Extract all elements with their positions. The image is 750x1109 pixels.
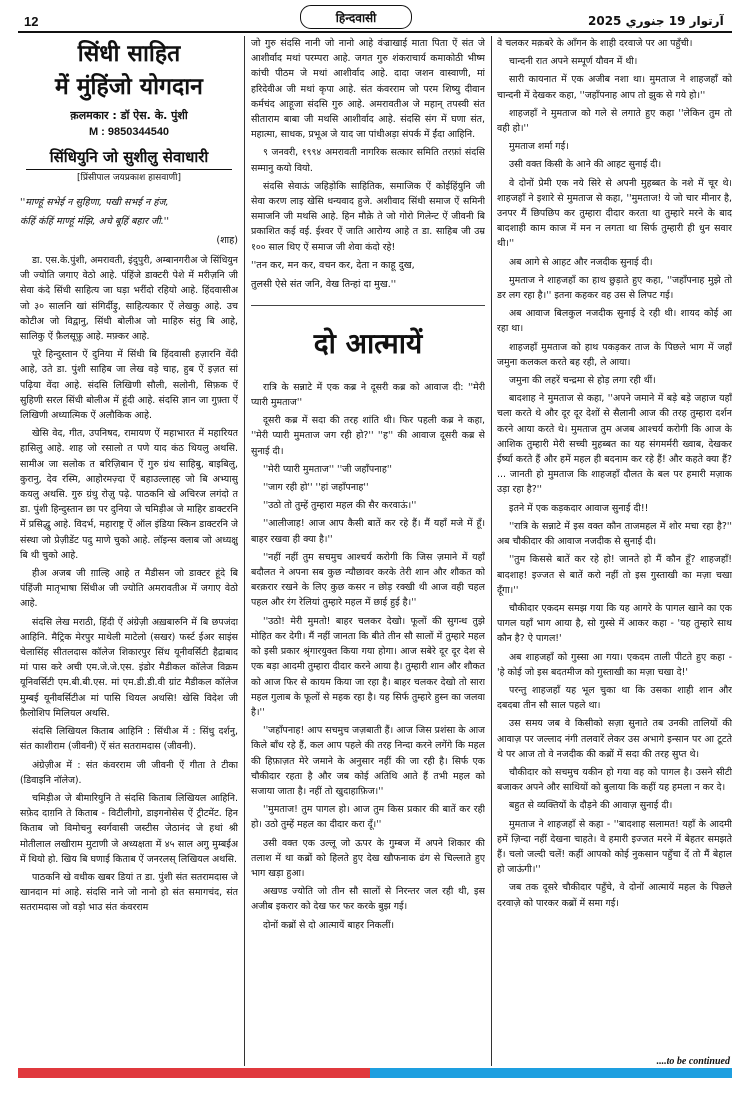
- paragraph: शाहजहाँ ने मुमताज को गले से लगाते हुए कहा ''लेकिन तुम तो वही हो।'': [497, 107, 732, 135]
- article-1-subtitle-note: [प्रिंसीपाल जयप्रकाश हासवाणी]: [77, 173, 181, 183]
- paragraph: चान्दनी रात अपने सम्पूर्ण यौवन में थी।: [509, 56, 638, 68]
- column-divider: [491, 36, 492, 1066]
- paragraph: पाठकनि खे वधीक खबर डियां त डा. पुंशी संत सतरामदास जे खानदान मां आहे. संदसि नाने जो नानो हो संत समागचंद, संत सतरामदास जो वड़ो भाउ संत कंवरराम: [20, 871, 238, 914]
- paragraph: वे चलकर मक़बरे के आँगन के शाही दरवाजे पर आ पहुँची।: [497, 38, 693, 49]
- paragraph: ''मेरी प्यारी मुमताज'' ''जी जहाँपनाह'': [263, 463, 392, 475]
- paragraph: सारी कायनात में एक अजीब नशा था। मुमताज ने शाहजहाँ को चान्दनी में देखकर कहा, ''जहाँपनाह आप तो झुक से गये हो।'': [497, 74, 732, 101]
- paragraph: बादशाह ने मुमताज से कहा, ''अपने जमाने में बड़े बड़े जहाज यहाँ चला करते थे और दूर दूर देशों से सैलानी आज की तरह तुम्हारा दर्शन करने आया करते थे। मुमताज तुम अजब आश्चर्य करोगी कि आज के आशिक तुम्हारी मेरी सच्ची मुहब्बत का यह संगमर्मरी ख्वाब, देखकर ईर्ष्या करते हैं और हमें महल ही बदनाम कर रहे हैं! और कहते क्या हैं? ... जानती हो मुमताज कि शाहजहाँ दौलत के बल पर हमारी मज़ाक उड़ा रहा है?'': [497, 393, 732, 496]
- article-1-title-line-1: सिंधी साहित: [77, 41, 181, 67]
- paragraph: मुमताज ने शाहजहाँ से कहा - ''बादशाह सलामत! यहाँ के आदमी हमें ज़िन्दा नहीं देखना चाहते। वे हमारी इज्जत मरने में बेहतर समझते हैं। चलो जल्दी चलें! कहीं आपको कोई नुकसान पहुँचा दें तो मैं बेहाल हो जाऊंगी।'': [497, 818, 732, 876]
- paragraph: उस समय जब वे किसीको सज़ा सुनाते तब उनकी तालियों की आवाज़ पर जल्लाद नंगी तलवारें लेकर उस अभागे इन्सान पर आ टूटते थे पर आज तो वे नजदीक की कब्रों में सदा की तरह सुप्त थे।: [497, 718, 732, 760]
- closing-quote-line-2: तुलसी ऐसे संत जनि, वेख तिन्हां दा मुख.'': [251, 278, 397, 290]
- paragraph: ''आलीजाह! आज आप कैसी बातें कर रहे हैं। मैं यहाँ मजे में हूँ। बाहर रखवा ही क्या है।'': [251, 518, 485, 545]
- paragraph: ''जाग रही हो'' ''हां जहाँपनाह'': [263, 482, 369, 494]
- paragraph: अब आवाज बिलकुल नजदीक सुनाई दे रही थी। शायद कोई आ रहा था।: [497, 308, 732, 335]
- column-2: [251, 36, 485, 1066]
- article-1-quote-line-1: ''माण्हूं सभेई न सुहिणा, पखी सभई न हंज,: [20, 197, 169, 208]
- issue-date: آرتوار 19 جنوري 2025: [588, 14, 724, 28]
- paragraph: संदसि लेख मराठी, हिंदी ऐं अंग्रेज़ी अख़बारुनि में बि छपजंदा आहिनि. मैट्रिक मेरपुर माथेली माटेलो (सखर) फर्स्ट ईअर साइंस चेलासिंह सीतलदास कॉलेज शिकारपुर सिंध यूनीवर्सिटी हैद्राबाद मां पास करे अची एम.जे.जे.एस. इंडोर मैडीकल कॉलेज विक्रम यूनिवर्सिटी एम.बी.बी.एस. मां एम.डी.डी.वी ग्रांट मैडीकल कॉलेज मुम्बई यूनीवर्सिटीअ मां पासि थियल अथसि! खेसि विदेश जी फ़ैलोशिप मिलियल अथसि.: [20, 616, 238, 719]
- paragraph: ''रात्रि के सन्नाटे में इस वक्त कौन ताजमहल में शोर मचा रहा है?'' अब चौकीदार की आवाज नजदीक से सुनाई दी।: [497, 520, 732, 548]
- closing-quote-line-1: ''तन कर, मन कर, वचन कर, देता न काहू दुख,: [251, 259, 415, 271]
- paragraph: अखण्ड ज्योति जो तीन सौ सालों से निरन्तर जल रही थी, इस अजीब इकरार को देख फर फर करके बुझ गई।: [251, 886, 485, 913]
- paragraph: इतने में एक कड़कदार आवाज सुनाई दी!!: [509, 502, 649, 514]
- article-1-title-line-2: में मुंहिंजो योगदान: [55, 74, 203, 100]
- paragraph: चमिड़ीअ जे बीमारियुनि ते संदसि किताब लिखियल आहिनि. सफ़ेद दाग़नि ते किताब - विटीलीगो, डाइगनोसेस ऐं ट्रीटमेंट. हिन किताब जो विमोचनु स्वर्गवासी जस्टीस जेठानंद जे हथां श्री मोतीलाल लखीराम मुटाणी जे अध्यक्षता में ४५ साल अगु मुम्बईअ में थियो हो. खिय बि घणाई किताब ऐं जनरलस् लिखियल अथसि.: [20, 792, 238, 865]
- paragraph: अंग्रेज़ीअ में : संत कंवरराम जी जीवनी ऐं गीता ते टीका (डिवाइनि नॉलेज).: [20, 759, 238, 786]
- paragraph: दूसरी कब्र में सदा की तरह शांति थी। फिर पहली कब्र ने कहा, ''मेरी प्यारी मुमताज जग रही हो?'' ''ह'' की आवाज दूसरी कब्र से सुनाई दी।: [251, 415, 485, 457]
- footer-color-bar: [18, 1056, 732, 1078]
- header-rule: [18, 31, 732, 33]
- paragraph: उसी वक्त किसी के आने की आहट सुनाई दी।: [509, 159, 662, 171]
- paragraph: अब आगे से आहट और नजदीक सुनाई दी।: [509, 256, 653, 268]
- paragraph: ९ जनवरी, १९९४ अमरावती नागरिक सत्कार समिति तरफ़ां संदसि सम्मानु कयो वियो.: [251, 147, 485, 174]
- paragraph: ''उठो! मेरी मुमतो! बाहर चलकर देखो। फूलों की सुगन्ध तुझे मोहित कर देगी। मैं नहीं जानता कि बीते तीन सौ सालों में तुम्हारे महल को इसी प्रकार श्रृंगारयुक्त किया गया होगा। आज सबेरे दूर दूर देश से एक बड़ा आदमी तुम्हारा दीदार करने आया है। तुम्हारी शान और शौकत को आज फिर से कायम किया जा रहा है। बाहर चलकर देखो तो सारा महल गुलाब के फूलों से महक रहा है। यह सिर्फ तुम्हारे हुस्न का जलवा है।'': [251, 615, 485, 718]
- paragraph: अब शाहजहाँ को गुस्सा आ गया। एकदम ताली पीटते हुए कहा - 'हे कोई जो इस बदतमीज को गुस्ताखी का मज़ा चखा दे!': [497, 651, 732, 678]
- paragraph: ''मुमताज! तुम पागल हो। आज तुम किस प्रकार की बातें कर रही हो। उठो तुम्हें महल का दीदार करा दूँ।'': [251, 804, 485, 831]
- footer-blue-band: [370, 1068, 732, 1078]
- paragraph: दोनों कब्रों से दो आत्मायें बाहर निकलीं।: [263, 919, 395, 931]
- paragraph: ''तुम किससे बातें कर रहे हो! जानते हो मैं कौन हूँ? शाहजहाँ! बादशाह! इज्जत से बातें करो नहीं तो इस गुस्ताखी का मज़ा चखा दूँगा।'': [497, 554, 732, 596]
- article-1-author: क़लमकार : डॉ ऐस. के. पुंशी: [70, 109, 188, 122]
- page-number: 12: [24, 14, 39, 29]
- paragraph: डा. एस.के.पुंशी, अमरावती, इंदुपुरी, अम्बानगरीअ जे सिंधियुन जी ज्योति जगाए वेठो आहे. पंहिंजे डाक्टरी पेशे में मरीज़नि जी सेवा कंदे सिंधी साहित्य जा घड़ा भरींदो रहियो आहे. हिंदवासीअ जो ३० सालनि खां संगिर्दीड़ु, साहित्यकार ऐं लेखकु आहे. उच कोटीअ जो विद्वानु, सिंधी बोलीअ जो माहिरु संतु बि आहे, सालिकु ऐं फ़ैलसूफ़ु आहे. मफ़्कर आहे.: [20, 255, 238, 343]
- article-1-quote-line-2: कंहिं कंहिं माण्हूं मंझि, अचे बूहिं बहार जी.'': [20, 216, 170, 227]
- paragraph: ''जहाँपनाह! आप सचमुच जज़बाती हैं। आज जिस प्रशंसा के आज किले बाँध रहे हैं, कल आप पहले की तरह निन्दा करने लगेंगे कि महल की हिफ़ाज़त मेरे जमाने के अनुसार नहीं की जा रही है। सिर्फ एक चौकीदार रहता है और जब कोई अतिथि आते हैं तभी महल को सजाया जाता है। नहीं तो खुदाहाफ़िज।'': [251, 725, 485, 797]
- paragraph: संदसि लिखियल किताब आहिनि : सिंधीअ में : सिंधु दर्शनु, संत काशीराम (जीवनी) ऐं संत सतरामदास (जीवनी).: [20, 726, 238, 753]
- paragraph: उसी वक्त एक उल्लू जो ऊपर के गुम्बज में अपने शिकार की तलाश में था कब्रों को हिलते हुए देख खौफनाक ढंग से चिल्लाते हुए भाग खड़ा हुआ।: [251, 837, 485, 879]
- paragraph: मुमताज ने शाहजहाँ का हाथ छुड़ाते हुए कहा, ''जहाँपनाह मुझे तो डर लग रहा है।'' इतना कहकर वह उस से लिपट गई।: [497, 274, 732, 302]
- footer-red-band: [18, 1068, 370, 1078]
- column-divider: [244, 36, 245, 1066]
- paragraph: संदसि सेवाऊं जहिड़ोकि साहितिक, समाजिक ऐं कोईहिंयुनि जी सेवा करण लाइ खेसि धन्यवाद हुजे. अशीवाद सिंधी समाज ऐं समिनी समाजनि जी मथसि आहे. हिन मौक़े ते जो गोरो गिलेन्ट ऐं जीवनी बि प्रकाशित कई वई. ईश्वर ऐं जाति आरोग्य आहे त डा. साहिब जी उम्र १०० साल थिए ऐं समाज जी शेवा कंदो रहे!: [251, 180, 485, 253]
- paragraph: जो गुरु संदसि नानी जो नानो आहे वंज्राखाई माता पिता ऐं संत जे आशीर्वाद मथां परम्परा आहे. जगत गुरु शंकराचार्य कमाकोठी भीष्म कांची पीठम जे मथां आशीर्वाद आहे. दादा जशन वास्वाणी, मां हरिदेवीअ जी मथां कृपा आहे. संत कंवरराम जो परम शिष्यु दीवान कर्मचंद आहूजा संदसि गुरु आहे. अमरावतीअ जे महान् तपस्वी संत सीताराम बाबा जी मथसि आशीर्वाद आहे. संदसि संग में घणा संत, महात्मा, साधक, प्रभूअ जे याद जा पांधीअड़ा संपर्क में ईंदा आहिनि.: [251, 38, 485, 141]
- paragraph: हीअ अजब जी ग़ाल्हि आहे त मैडीसन जो डाक्टर हूंदे बि पंहिंजी मातृभाषा सिंधीअ जी ज्योति अमरावतीअ में जगाए वेठो आहे.: [20, 568, 238, 610]
- paragraph: पूरे हिन्दुस्तान ऐं दुनिया में सिंधी बि हिंदवासी हज़ारनि वेंदी आहे, उते डा. पुंशी साहिब जा लेख वड़े चाह, हुब ऐं इज़त सां पढ़िया वेंदा आहे. संदसि लिखिणी सौली, सलोनी, सिफ़क ऐं सुहिणी सरल सिंधी बोलीअ में हूंदी आहे. संदसि ज्ञान जा गुफ़्ता ऐं लिखिणी अध्यात्मिक ऐं अलौकिक आहे.: [20, 349, 238, 422]
- column-3: [497, 36, 732, 1066]
- article-1-title: [20, 38, 238, 104]
- paragraph: खेसि वेद, गीत, उपनिषद, रामायण ऐं महाभारत में महारियत हासिलु आहे. शाह जो रसालो त पणे याद कंठ थियलु अथसि. सामीअ जा सलोक त बरिज़िबान ऐं गुरु ग्रंथ साहिबु, बाइबिलु, कुरानु, देव रस्मि, आहोरमज़्दा ऐं बहाउल्लाह्ह जो बि अभ्यासु कयलु अथसि. गुरु ग्रंथु रोज़ु पढ़े. पाठकनि खे अचिरज लगंदो त डा. पुंशी हिन्दुस्तान छा पर दुनिया जे चमिड़ीअ जे माहिर डाक्टरनि में प्रसिद्धु आहे. विदर्भ, महाराष्ट्र ऐं ऑल इंडिया स्किन डाक्टरनि जे संस्था जो प्रेज़ीडेंट पदु माणे चुको आहे. लॉइन्स क्लाब जो अध्यक्षु बि थी चुको आहे.: [20, 428, 238, 561]
- paragraph: जब तक दूसरे चौकीदार पहुँचे, वे दोनों आत्मायें महल के पिछले दरवाज़े को पारकर कब्रों में समा गई।: [497, 882, 732, 909]
- paragraph: परन्तु शाहजहाँ यह भूल चुका था कि उसका शाही शान और दबदबा तीन सौ साल पहले था।: [497, 684, 732, 712]
- paragraph: चौकीदार एकदम समझ गया कि यह आगरे के पागल खाने का एक पागल यहाँ भाग आया है, सो गुस्से में आकर कहा - 'यह तुम्हारे साथ कौन है? ऐ पागल!': [497, 602, 732, 645]
- paragraph: ''उठो तो तुम्हें तुम्हारा महल की सैर करवाऊं।'': [263, 500, 417, 512]
- article-separator: [251, 305, 485, 306]
- article-1-subtitle: सिंधियुनि जो सुशीलु सेवाधारी: [26, 146, 232, 170]
- paragraph: चौकीदार को सचमुच यकीन हो गया वह को पागल है। उसने सीटी बजाकर अपने और साथियों को बुलाया कि कहीं यह हमला न कर दे।: [497, 766, 732, 794]
- article-1-quote-source: (शाह): [216, 235, 238, 246]
- paragraph: जमुना की लहरें चन्द्रमा से होड़ लगा रही थीं।: [509, 375, 656, 387]
- paragraph: वे दोनों प्रेमी एक नये सिरे से अपनी मुहब्बत के नशे में चूर थे। शाहजहाँ ने इशारे से मुमताज से कहा, ''मुमताज! ये जो चार मीनार है, उनपर मैं छिपछिप कर तुम्हारा दीदार करता था तुम्हारे मरने के बाद बादशाही काम काज में मन न लगता था सिर्फ तुम्हारी ही धुन सवार थी।'': [497, 177, 732, 250]
- paragraph: ''नहीं नहीं तुम सचमुच आश्चर्य करोगी कि जिस ज़माने में यहाँ बदौलत ने अपना सब कुछ न्यौछावर करके तेरी शान और शौकत को बरक़रार रखने के लिए कुछ कसर न छोड़ रक्खी थी आज वही चहल पहल और रंग रेलियां तुम्हारे महल में छाई हुई है।'': [251, 551, 485, 609]
- paragraph: मुमताज शर्मा गई।: [509, 141, 569, 153]
- paragraph: शाहजहाँ मुमताज को हाथ पकड़कर ताज के पिछले भाग में जहाँ जमुना कलकल करते बह रही, ले आया।: [497, 341, 732, 368]
- paragraph: रात्रि के सन्नाटे में एक कब्र ने दूसरी कब्र को आवाज दी: ''मेरी प्यारी मुमताज'': [251, 381, 485, 409]
- article-2-title: दो आत्मायें: [313, 326, 423, 360]
- page-header: [0, 0, 750, 34]
- article-1-phone: M : 9850344540: [88, 126, 170, 138]
- paragraph: बहुत से व्यक्तियों के दौड़ने की आवाज़ सुनाई दी।: [509, 800, 673, 812]
- newspaper-masthead: हिन्दवासी: [300, 5, 412, 29]
- continued-label: ....to be continued: [656, 1056, 730, 1067]
- column-1: [20, 36, 238, 1066]
